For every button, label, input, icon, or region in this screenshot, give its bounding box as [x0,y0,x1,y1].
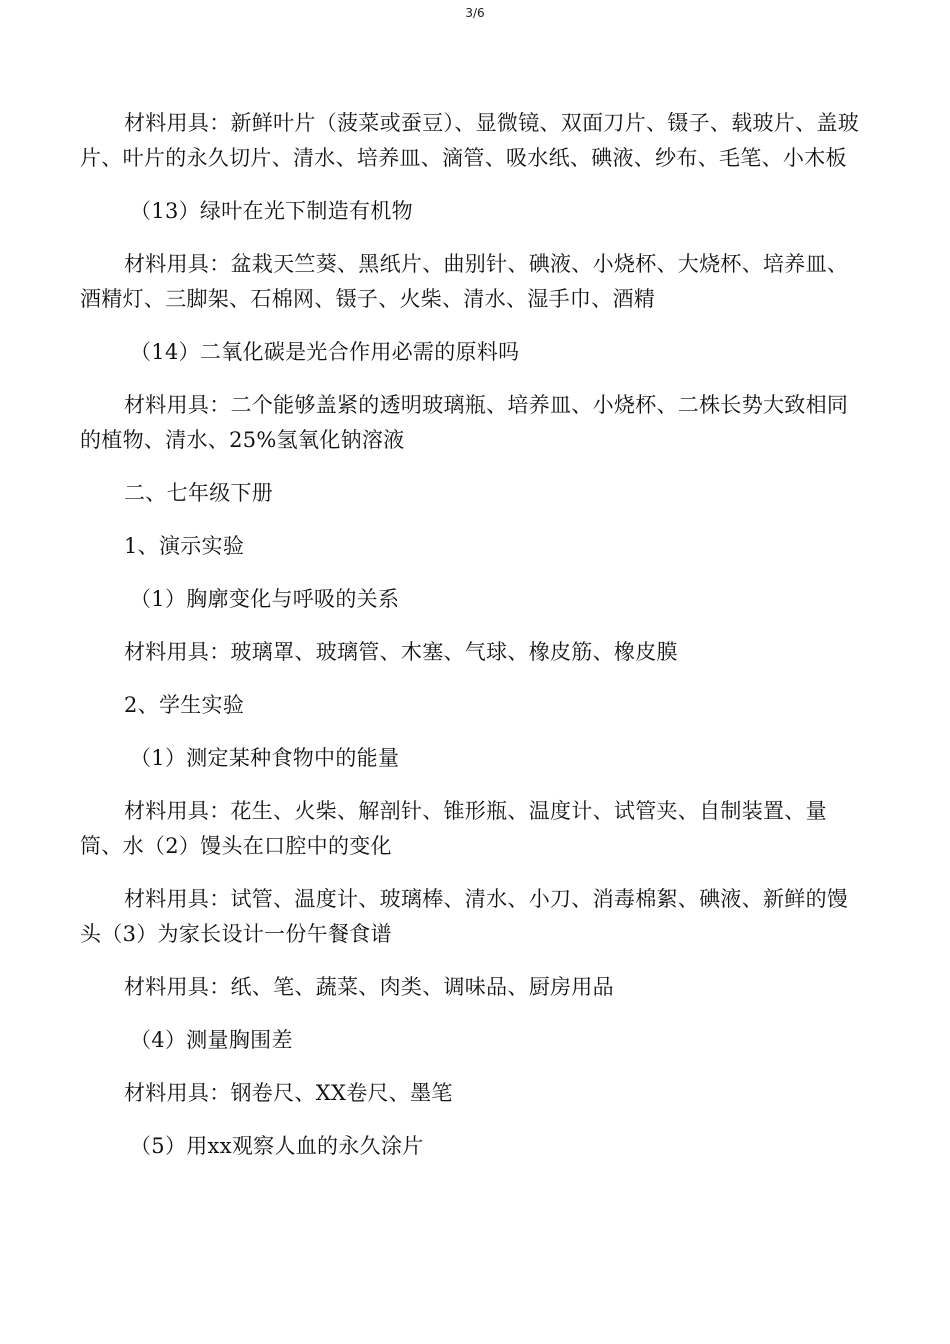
heading-student-1: （1）测定某种食物中的能量 [130,746,400,770]
paragraph-materials-student-2: 材料用具：试管、温度计、玻璃棒、清水、小刀、消毒棉絮、碘液、新鲜的馒头（3）为家长设计一份午餐食谱 [80,887,849,946]
paragraph-materials-student-1: 材料用具：花生、火柴、解剖针、锥形瓶、温度计、试管夹、自制装置、量筒、水（2）馒头在口腔中的变化 [80,799,827,858]
section-heading-grade7-vol2: 二、七年级下册 [124,481,274,505]
heading-demo-1: （1）胸廓变化与呼吸的关系 [130,587,400,611]
heading-student-5: （5）用xx观察人血的永久涂片 [130,1134,424,1158]
heading-student-4: （4）测量胸围差 [130,1028,293,1052]
paragraph-materials-leaf-structure: 材料用具：新鲜叶片（菠菜或蚕豆）、显微镜、双面刀片、镊子、载玻片、盖玻片、叶片的永久切片、清水、培养皿、滴管、吸水纸、碘液、纱布、毛笔、小木板 [80,111,859,170]
subsection-student-experiments: 2、学生实验 [124,693,245,717]
subsection-demo-experiments: 1、演示实验 [124,534,245,558]
paragraph-materials-student-4: 材料用具：钢卷尺、XX卷尺、墨笔 [124,1081,453,1105]
heading-experiment-13: （13）绿叶在光下制造有机物 [130,199,413,223]
heading-experiment-14: （14）二氧化碳是光合作用必需的原料吗 [130,340,520,364]
paragraph-materials-14: 材料用具：二个能够盖紧的透明玻璃瓶、培养皿、小烧杯、二株长势大致相同的植物、清水、25%氢氧化钠溶液 [80,393,849,452]
page-number: 3/6 [465,6,485,20]
paragraph-materials-student-3: 材料用具：纸、笔、蔬菜、肉类、调味品、厨房用品 [124,975,614,999]
document-body [80,106,860,1182]
paragraph-materials-demo-1: 材料用具：玻璃罩、玻璃管、木塞、气球、橡皮筋、橡皮膜 [124,640,678,664]
paragraph-materials-13: 材料用具：盆栽天竺葵、黑纸片、曲别针、碘液、小烧杯、大烧杯、培养皿、酒精灯、三脚架、石棉网、镊子、火柴、清水、湿手巾、酒精 [80,252,849,311]
